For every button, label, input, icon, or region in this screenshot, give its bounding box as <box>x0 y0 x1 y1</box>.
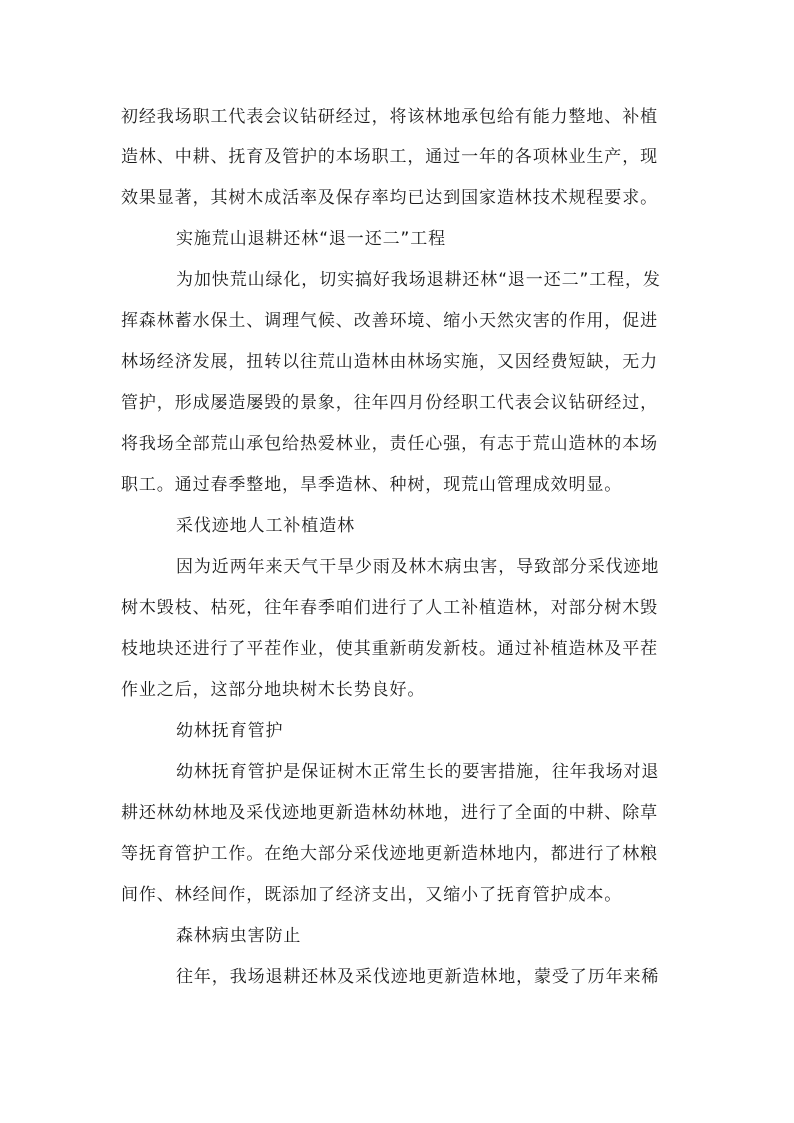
body-text-line: 耕还林幼林地及采伐迹地更新造林幼林地，进行了全面的中耕、除草 <box>121 803 658 823</box>
body-text-line: 管护，形成屡造屡毁的景象，往年四月份经职工代表会议钻研经过， <box>121 393 658 413</box>
body-text-line: 为加快荒山绿化，切实搞好我场退耕还林“退一还二”工程，发 <box>176 270 661 290</box>
body-text-line: 树木毁枝、枯死，往年春季咱们进行了人工补植造林，对部分树木毁 <box>121 598 658 618</box>
body-text-line: 效果显著，其树木成活率及保存率均已达到国家造林技术规程要求。 <box>121 188 658 208</box>
body-text-line: 幼林抚育管护是保证树木正常生长的要害措施，往年我场对退 <box>176 762 660 782</box>
body-text-line: 往年，我场退耕还林及采伐迹地更新造林地，蒙受了历年来稀 <box>176 967 660 987</box>
body-text-line: 因为近两年来天气干旱少雨及林木病虫害，导致部分采伐迹地 <box>176 557 660 577</box>
body-text-line: 间作、林经间作，既添加了经济支出，又缩小了抚育管护成本。 <box>121 885 623 905</box>
body-text-line: 作业之后，这部分地块树木长势良好。 <box>121 680 426 700</box>
section-heading: 森林病虫害防止 <box>176 926 302 946</box>
body-text-line: 枝地块还进行了平茬作业，使其重新萌发新枝。通过补植造林及平茬 <box>121 639 658 659</box>
body-text-line: 林场经济发展，扭转以往荒山造林由林场实施，又因经费短缺，无力 <box>121 352 658 372</box>
body-text-line: 挥森林蓄水保土、调理气候、改善环境、缩小天然灾害的作用，促进 <box>121 311 658 331</box>
body-text-line: 将我场全部荒山承包给热爱林业，责任心强，有志于荒山造林的本场 <box>121 434 658 454</box>
body-text-line: 初经我场职工代表会议钻研经过，将该林地承包给有能力整地、补植 <box>121 107 658 127</box>
body-text-line: 等抚育管护工作。在绝大部分采伐迹地更新造林地内，都进行了林粮 <box>121 844 658 864</box>
section-heading: 采伐迹地人工补植造林 <box>176 516 355 536</box>
section-heading: 幼林抚育管护 <box>176 721 284 741</box>
body-text-line: 造林、中耕、抚育及管护的本场职工，通过一年的各项林业生产，现 <box>121 147 658 167</box>
section-heading: 实施荒山退耕还林“退一还二”工程 <box>176 229 447 249</box>
body-text-line: 职工。通过春季整地，旱季造林、种树，现荒山管理成效明显。 <box>121 475 623 495</box>
